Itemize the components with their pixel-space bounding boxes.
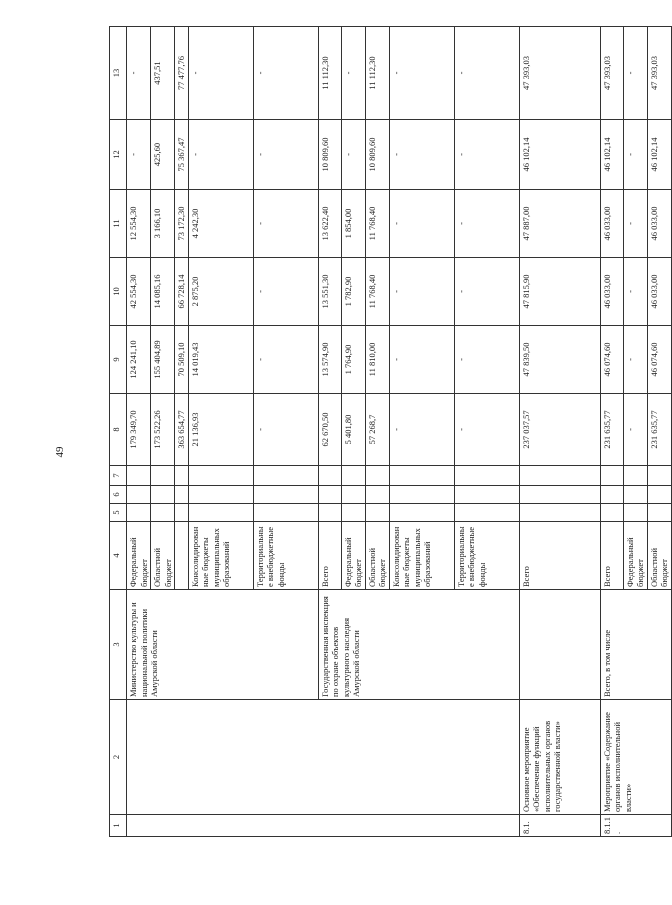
cell-empty: [127, 815, 520, 837]
value-cell: -: [389, 394, 454, 466]
cell-empty: [600, 504, 623, 522]
cell-empty: [151, 466, 175, 486]
value-cell: 14 019,43: [188, 326, 253, 394]
cell-empty: [623, 466, 647, 486]
cell-empty: [600, 466, 623, 486]
agency-name: Всего, в том числе: [600, 590, 671, 700]
value-cell: 75 367,47: [175, 120, 189, 190]
col-header: 7: [110, 466, 127, 486]
value-cell: -: [389, 120, 454, 190]
value-cell: 46 102,14: [647, 120, 671, 190]
source-cell: Областной бюджет: [647, 522, 671, 590]
source-cell: Всего: [519, 522, 600, 590]
cell-empty: [600, 486, 623, 504]
cell-empty: [175, 466, 189, 486]
col-header: 1: [110, 815, 127, 837]
source-cell: Консолидированные бюджеты муниципальных образований: [188, 522, 253, 590]
col-header: 8: [110, 394, 127, 466]
cell-empty: [454, 466, 519, 486]
value-cell: 70 509,10: [175, 326, 189, 394]
cell-empty: [188, 486, 253, 504]
value-cell: 46 074,60: [647, 326, 671, 394]
value-cell: 77 477,76: [175, 27, 189, 120]
value-cell: 1 854,00: [341, 190, 365, 258]
cell-empty: [318, 504, 341, 522]
source-cell: Территориальные внебюджетные фонды: [454, 522, 519, 590]
table-row: [519, 27, 600, 837]
value-cell: 11 112,30: [318, 27, 341, 120]
col-header: 3: [110, 590, 127, 700]
value-cell: 46 033,00: [600, 258, 623, 326]
cell-empty: [519, 466, 600, 486]
value-cell: 155 404,89: [151, 326, 175, 394]
row-number: 8.1.1.: [600, 815, 671, 837]
source-cell: Всего: [600, 522, 623, 590]
value-cell: 425,60: [151, 120, 175, 190]
page-number: 49: [54, 446, 66, 458]
col-header: 10: [110, 258, 127, 326]
cell-empty: [341, 486, 365, 504]
value-cell: -: [623, 394, 647, 466]
value-cell: -: [253, 326, 318, 394]
cell-empty: [127, 504, 151, 522]
value-cell: 12 554,30: [127, 190, 151, 258]
cell-empty: [519, 486, 600, 504]
value-cell: 47 887,00: [519, 190, 600, 258]
value-cell: -: [341, 27, 365, 120]
source-cell: Консолидированные бюджеты муниципальных образований: [389, 522, 454, 590]
value-cell: -: [389, 27, 454, 120]
value-cell: 47 393,03: [600, 27, 623, 120]
cell-empty: [151, 504, 175, 522]
value-cell: -: [188, 120, 253, 190]
value-cell: -: [454, 120, 519, 190]
value-cell: 62 670,50: [318, 394, 341, 466]
col-header: 11: [110, 190, 127, 258]
value-cell: 13 551,30: [318, 258, 341, 326]
value-cell: -: [127, 120, 151, 190]
agency-name: Министерство культуры и национальной политики Амурской области: [127, 590, 319, 700]
col-header: 4: [110, 522, 127, 590]
source-cell: Федеральный бюджет: [623, 522, 647, 590]
value-cell: 11 768,40: [365, 190, 389, 258]
value-cell: 10 809,60: [365, 120, 389, 190]
source-cell: Областной бюджет: [365, 522, 389, 590]
value-cell: 13 622,40: [318, 190, 341, 258]
value-cell: -: [623, 326, 647, 394]
cell-empty: [647, 466, 671, 486]
value-cell: 46 033,00: [647, 258, 671, 326]
col-header: 9: [110, 326, 127, 394]
cell-empty: [127, 486, 151, 504]
value-cell: 11 768,40: [365, 258, 389, 326]
table-row: [600, 27, 623, 837]
value-cell: 46 074,60: [600, 326, 623, 394]
cell-empty: [454, 486, 519, 504]
value-cell: -: [253, 190, 318, 258]
budget-table: [109, 26, 672, 837]
cell-empty: [127, 466, 151, 486]
value-cell: 13 574,90: [318, 326, 341, 394]
table-row: [127, 27, 151, 837]
source-cell: [175, 522, 189, 590]
value-cell: -: [389, 190, 454, 258]
value-cell: 363 654,77: [175, 394, 189, 466]
value-cell: 11 810,00: [365, 326, 389, 394]
cell-empty: [623, 504, 647, 522]
cell-empty: [389, 504, 454, 522]
cell-empty: [341, 504, 365, 522]
value-cell: -: [454, 27, 519, 120]
value-cell: -: [253, 258, 318, 326]
cell-empty: [188, 504, 253, 522]
cell-empty: [127, 700, 520, 815]
value-cell: 66 728,14: [175, 258, 189, 326]
value-cell: -: [253, 120, 318, 190]
value-cell: -: [253, 394, 318, 466]
value-cell: -: [188, 27, 253, 120]
cell-empty: [365, 504, 389, 522]
value-cell: 231 635,77: [647, 394, 671, 466]
cell-empty: [365, 486, 389, 504]
source-cell: Всего: [318, 522, 341, 590]
value-cell: -: [454, 258, 519, 326]
source-cell: Федеральный бюджет: [127, 522, 151, 590]
value-cell: 11 112,30: [365, 27, 389, 120]
value-cell: 10 809,60: [318, 120, 341, 190]
value-cell: -: [623, 258, 647, 326]
value-cell: 46 033,00: [600, 190, 623, 258]
value-cell: 437,51: [151, 27, 175, 120]
value-cell: 124 241,10: [127, 326, 151, 394]
value-cell: -: [127, 27, 151, 120]
cell-empty: [175, 486, 189, 504]
measure-name: Мероприятие «Содержание органов исполнительной власти»: [600, 700, 671, 815]
cell-empty: [365, 466, 389, 486]
value-cell: 4 242,30: [188, 190, 253, 258]
agency-name: Государственная инспекция по охране объектов культурного наследия Амурской области: [318, 590, 519, 700]
value-cell: 47 815,90: [519, 258, 600, 326]
value-cell: 5 401,80: [341, 394, 365, 466]
value-cell: -: [341, 120, 365, 190]
value-cell: 1 764,90: [341, 326, 365, 394]
rotated-table-wrapper: [109, 47, 669, 837]
value-cell: -: [454, 190, 519, 258]
value-cell: 57 268,7: [365, 394, 389, 466]
value-cell: 2 875,20: [188, 258, 253, 326]
col-header: 12: [110, 120, 127, 190]
value-cell: 179 349,70: [127, 394, 151, 466]
source-cell: Федеральный бюджет: [341, 522, 365, 590]
cell-empty: [519, 590, 600, 700]
value-cell: 14 085,16: [151, 258, 175, 326]
cell-empty: [318, 466, 341, 486]
value-cell: 47 839,50: [519, 326, 600, 394]
value-cell: 1 782,90: [341, 258, 365, 326]
cell-empty: [389, 466, 454, 486]
cell-empty: [253, 466, 318, 486]
cell-empty: [454, 504, 519, 522]
value-cell: -: [389, 258, 454, 326]
source-cell: Областной бюджет: [151, 522, 175, 590]
value-cell: -: [623, 120, 647, 190]
col-header: 2: [110, 700, 127, 815]
value-cell: 46 033,00: [647, 190, 671, 258]
measure-name: Основное мероприятие «Обеспечение функций исполнительных органов государственной власти»: [519, 700, 600, 815]
cell-empty: [519, 504, 600, 522]
cell-empty: [341, 466, 365, 486]
cell-empty: [175, 504, 189, 522]
cell-empty: [151, 486, 175, 504]
cell-empty: [318, 486, 341, 504]
value-cell: 47 393,03: [647, 27, 671, 120]
cell-empty: [623, 486, 647, 504]
cell-empty: [647, 504, 671, 522]
value-cell: -: [623, 190, 647, 258]
header-row: [110, 27, 127, 837]
value-cell: -: [454, 394, 519, 466]
value-cell: 173 522,26: [151, 394, 175, 466]
value-cell: 73 172,30: [175, 190, 189, 258]
cell-empty: [647, 486, 671, 504]
col-header: 13: [110, 27, 127, 120]
value-cell: -: [253, 27, 318, 120]
cell-empty: [253, 486, 318, 504]
value-cell: 46 102,14: [600, 120, 623, 190]
value-cell: 3 166,10: [151, 190, 175, 258]
value-cell: 231 635,77: [600, 394, 623, 466]
value-cell: 47 393,03: [519, 27, 600, 120]
cell-empty: [253, 504, 318, 522]
value-cell: -: [454, 326, 519, 394]
value-cell: -: [623, 27, 647, 120]
value-cell: 42 554,30: [127, 258, 151, 326]
cell-empty: [188, 466, 253, 486]
source-cell: Территориальные внебюджетные фонды: [253, 522, 318, 590]
value-cell: 46 102,14: [519, 120, 600, 190]
cell-empty: [389, 486, 454, 504]
row-number: 8.1.: [519, 815, 600, 837]
value-cell: -: [389, 326, 454, 394]
value-cell: 237 037,57: [519, 394, 600, 466]
col-header: 5: [110, 504, 127, 522]
value-cell: 21 136,93: [188, 394, 253, 466]
col-header: 6: [110, 486, 127, 504]
